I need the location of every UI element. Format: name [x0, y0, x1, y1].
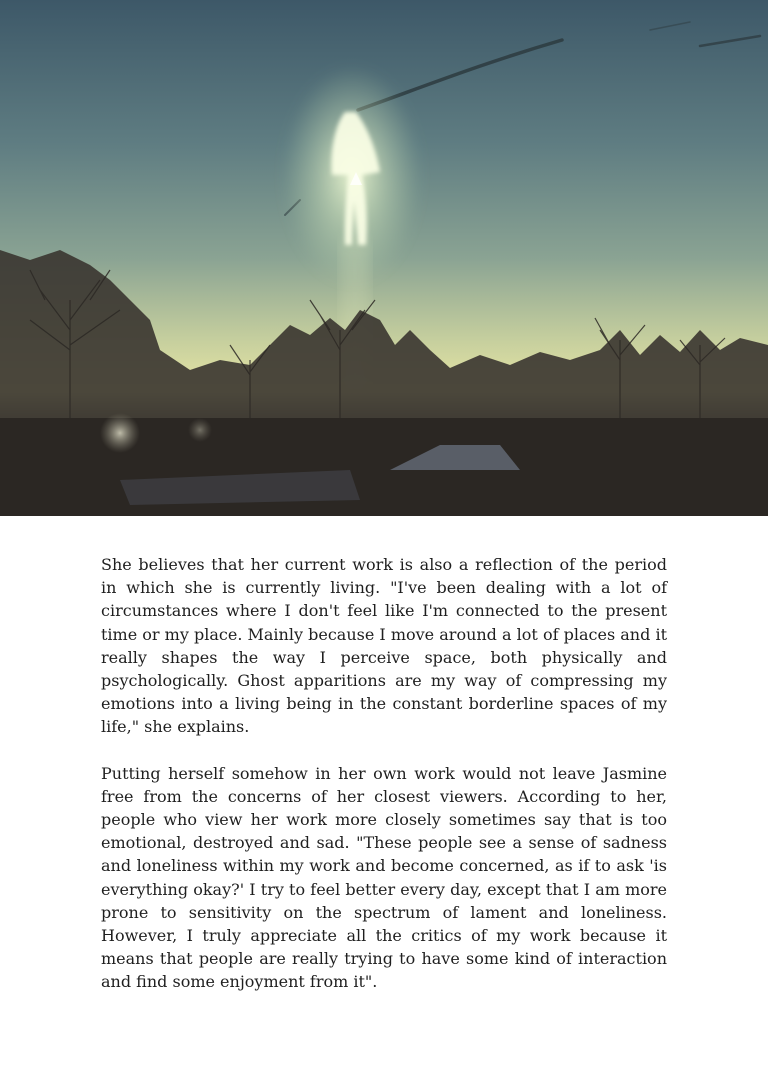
ghost-photograph — [0, 0, 768, 516]
article-paragraph-1: She believes that her current work is also a reflection of the period in which she is currently living. "I've been dealing with a lot of circumstances where I don't feel like I'm connected to the present time or my place. Mainly because I move around a lot of places and it really shapes the way I perceive space, both physically and psychologically. Ghost apparitions are my way of compressing my emotions into a living being in the constant borderline spaces of my life," she explains. — [101, 555, 667, 737]
article-paragraph-2: Putting herself somehow in her own work would not leave Jasmine free from the concerns of her closest viewers. According to her, people who view her work more closely sometimes say that is too emotional, destroyed and sad. "These people see a sense of sadness and loneliness within my work and become concerned, as if to ask 'is everything okay?' I try to feel better every day, except that I am more prone to sensitivity on the spectrum of lament and loneliness. However, I truly appreciate all the critics of my work because it means that people are really trying to have some kind of interaction and find some enjoyment from it". — [101, 763, 667, 992]
lens-flare — [100, 413, 140, 453]
article-body — [101, 553, 667, 1017]
